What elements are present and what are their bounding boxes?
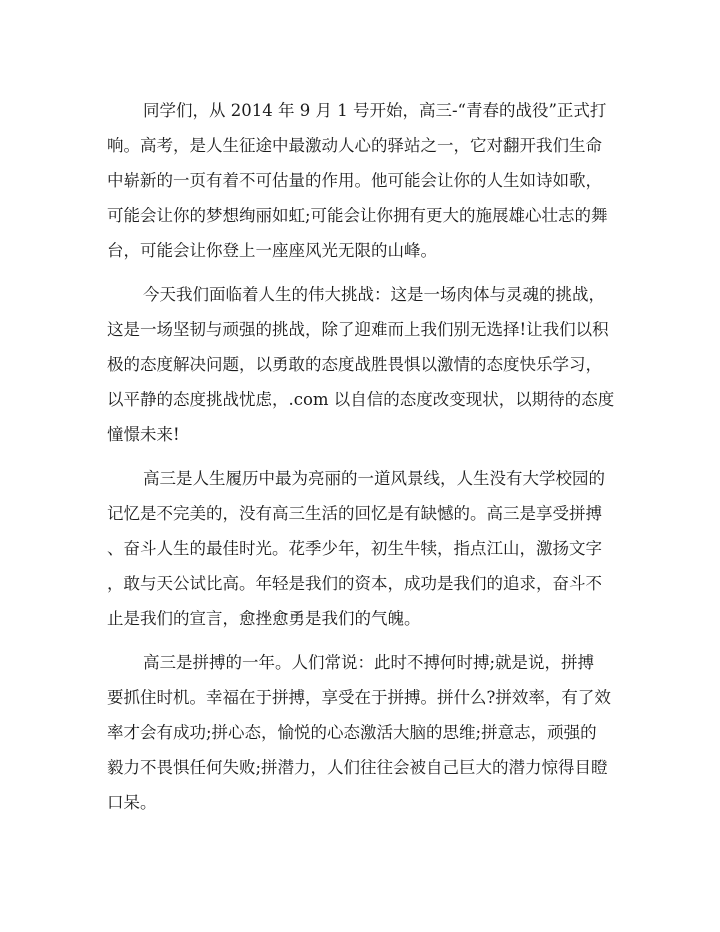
text-line: 高三是拼搏的一年。人们常说：此时不搏何时搏;就是说，拼搏 (143, 653, 595, 672)
text-line: 今天我们面临着人生的伟大挑战：这是一场肉体与灵魂的挑战， (143, 285, 605, 304)
text-line: 率才会有成功;拼心态，愉悦的心态激活大脑的思维;拼意志，顽强的 (107, 723, 597, 742)
text-line: 口呆。 (107, 793, 157, 812)
text-line: 高三是人生履历中最为亮丽的一道风景线，人生没有大学校园的 (143, 469, 605, 488)
paragraph-2 (107, 277, 615, 452)
text-line: 极的态度解决问题，以勇敢的态度战胜畏惧以激情的态度快乐学习， (107, 355, 602, 374)
text-line: 以平静的态度挑战忧虑，.com 以自信的态度改变现状，以期待的态度 (107, 390, 615, 409)
text-line: 这是一场坚韧与顽强的挑战，除了迎难而上我们别无选择!让我们以积 (107, 320, 609, 339)
text-line: 、奋斗人生的最佳时光。花季少年，初生牛犊，指点江山，激扬文字 (107, 539, 602, 558)
paragraph-1 (107, 93, 612, 268)
paragraph-4 (107, 645, 612, 820)
text-line: 毅力不畏惧任何失败;拼潜力，人们往往会被自己巨大的潜力惊得目瞪 (107, 758, 608, 777)
text-line: 同学们，从 2014 年 9 月 1 号开始，高三-“青春的战役”正式打 (143, 101, 607, 120)
text-line: 憧憬未来! (107, 425, 180, 444)
text-line: 止是我们的宣言，愈挫愈勇是我们的气魄。 (107, 609, 421, 628)
paragraph-spacer (107, 636, 612, 645)
text-line: 要抓住时机。幸福在于拼搏，享受在于拼搏。拼什么?拼效率，有了效 (107, 688, 611, 707)
paragraph-spacer (107, 452, 612, 461)
document-body (107, 93, 615, 820)
text-line: ，敢与天公试比高。年轻是我们的资本，成功是我们的追求，奋斗不 (107, 574, 602, 593)
paragraph-spacer (107, 268, 612, 277)
text-line: 台，可能会让你登上一座座风光无限的山峰。 (107, 241, 437, 260)
text-line: 记忆是不完美的，没有高三生活的回忆是有缺憾的。高三是享受拼搏 (107, 504, 602, 523)
text-line: 可能会让你的梦想绚丽如虹;可能会让你拥有更大的施展雄心壮志的舞 (107, 206, 608, 225)
text-line: 响。高考，是人生征途中最激动人心的驿站之一，它对翻开我们生命 (107, 136, 602, 155)
text-line: 中崭新的一页有着不可估量的作用。他可能会让你的人生如诗如歌， (107, 171, 602, 190)
paragraph-3 (107, 461, 612, 636)
